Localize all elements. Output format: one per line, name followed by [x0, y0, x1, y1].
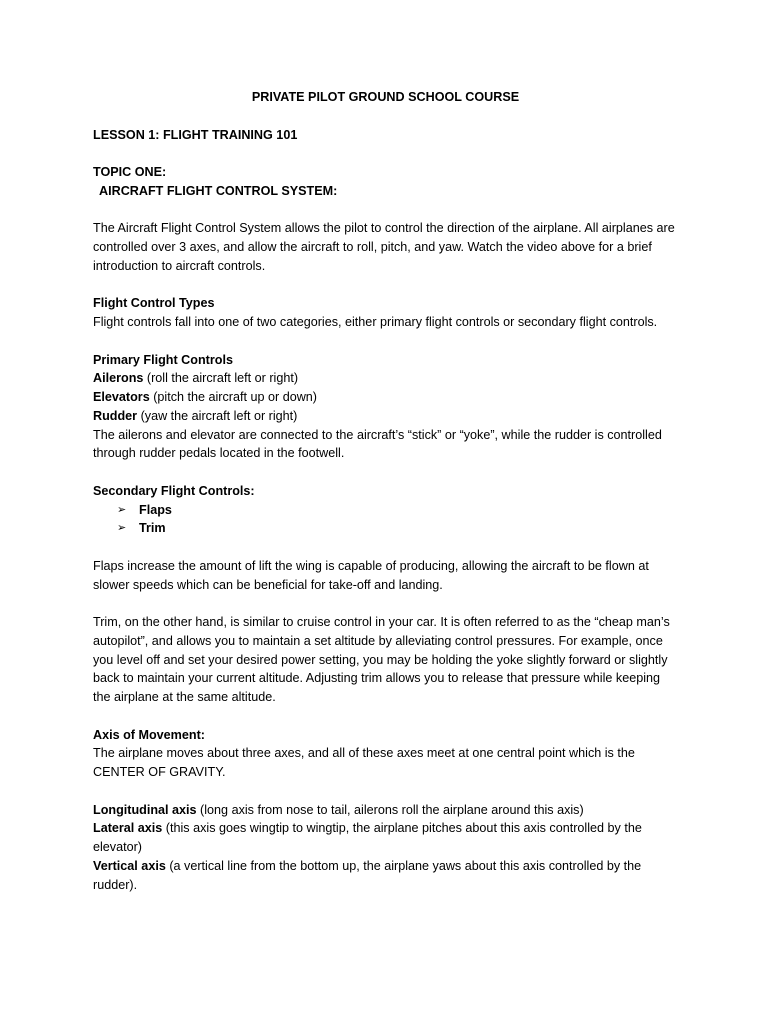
axis-item [93, 857, 678, 895]
primary-controls-heading: Primary Flight Controls [93, 352, 233, 367]
arrow-bullet-icon: ➢ [117, 503, 127, 516]
axis-term: Longitudinal axis [93, 802, 197, 817]
primary-controls-paragraph: The ailerons and elevator are connected to the aircraft’s “stick” or “yoke”, while the rudder is controlled through rudder pedals located in the footwell. [93, 427, 662, 461]
topic-label: TOPIC ONE: [93, 165, 167, 179]
control-desc: (roll the aircraft left or right) [143, 371, 299, 386]
axis-heading: Axis of Movement: [93, 727, 205, 742]
control-types-heading: Flight Control Types [93, 296, 215, 311]
primary-control-item [93, 369, 678, 388]
axis-desc: (long axis from nose to tail, ailerons roll the airplane around this axis) [196, 802, 584, 817]
secondary-controls-heading: Secondary Flight Controls: [93, 483, 255, 498]
intro-paragraph: The Aircraft Flight Control System allows the pilot to control the direction of the airplane. All airplanes are controlled over 3 axes, and allow the aircraft to roll, pitch, and yaw. Watch the video above for a brief introduction to aircraft controls. [93, 221, 675, 273]
control-term: Ailerons [93, 371, 144, 386]
axis-term: Lateral axis [93, 821, 163, 836]
list-item-label: Trim [139, 521, 166, 536]
secondary-controls-list [93, 501, 678, 539]
primary-control-item [93, 407, 678, 426]
control-types-paragraph: Flight controls fall into one of two categories, either primary flight controls or secondary flight controls. [93, 315, 658, 329]
flaps-paragraph: Flaps increase the amount of lift the wing is capable of producing, allowing the aircraft to be flown at slower speeds which can be beneficial for take-off and landing. [93, 558, 649, 592]
axis-term: Vertical axis [93, 858, 166, 873]
arrow-bullet-icon: ➢ [117, 522, 127, 535]
topic-title: AIRCRAFT FLIGHT CONTROL SYSTEM: [99, 183, 338, 198]
axis-desc: (a vertical line from the bottom up, the airplane yaws about this axis controlled by the rudder). [93, 858, 642, 892]
axis-paragraph: The airplane moves about three axes, and all of these axes meet at one central point which is the CENTER OF GRAVITY. [93, 746, 635, 779]
control-term: Elevators [93, 390, 150, 404]
list-item [117, 519, 678, 538]
list-item-label: Flaps [139, 502, 172, 517]
control-term: Rudder [93, 408, 138, 423]
trim-paragraph: Trim, on the other hand, is similar to cruise control in your car. It is often referred to as the “cheap man’s autopilot”, and allows you to maintain a set altitude by alleviating control pressures. For example, once you level off and set your desired power setting, you may be holding the yoke slightly forward or slightly back to maintain your current altitude. Adjusting trim allows you to release that pressure while keeping the airplane at the same altitude. [93, 615, 670, 704]
axis-item [93, 819, 678, 857]
axis-item [93, 801, 678, 820]
document-title: PRIVATE PILOT GROUND SCHOOL COURSE [251, 90, 520, 104]
control-desc: (pitch the aircraft up or down) [149, 390, 317, 404]
axis-desc: (this axis goes wingtip to wingtip, the airplane pitches about this axis controlled by the elevator) [93, 821, 642, 854]
list-item [117, 501, 678, 520]
lesson-heading: LESSON 1: FLIGHT TRAINING 101 [93, 127, 298, 142]
control-desc: (yaw the aircraft left or right) [137, 408, 298, 423]
primary-control-item [93, 388, 678, 407]
document-body [93, 88, 678, 894]
